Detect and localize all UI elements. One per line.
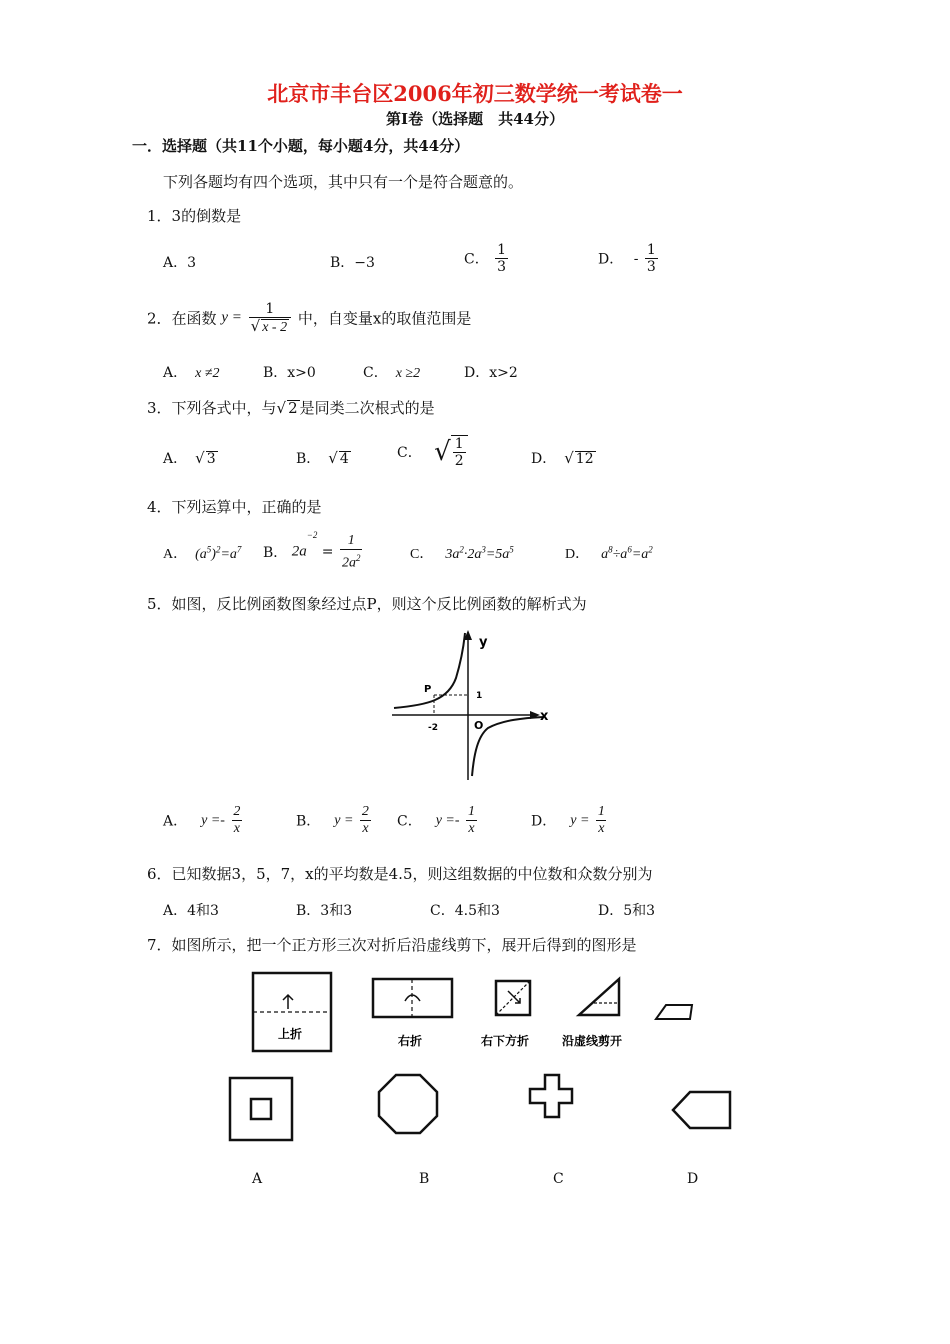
section-heading: 一．选择题（共11个小题，每小题4分，共44分） — [132, 137, 470, 155]
q4-option-d[interactable]: D． $a^8\div a^6=a^2$ — [565, 544, 653, 562]
q3-option-d[interactable]: D． √ 12 — [531, 449, 594, 467]
shape-a-outer-square — [230, 1078, 292, 1140]
q3-option-b[interactable]: B． √ 4 — [296, 449, 349, 467]
q1-option-d-label: D． — [598, 251, 624, 268]
shape-a-inner-square — [251, 1099, 271, 1119]
step1-label: 上折 — [278, 1027, 303, 1041]
shape-b-octagon — [379, 1075, 437, 1133]
x-tick-label: -2 — [428, 723, 438, 733]
step4-triangle — [579, 979, 619, 1015]
q2-option-c[interactable]: C． x ≥2 — [363, 365, 421, 381]
q3-option-c[interactable]: C． √ $\frac{1}{2}$ — [397, 435, 468, 469]
shape-d-pentagon — [673, 1092, 730, 1128]
q2-stem: 2．在函数 y = $\frac{1}{√ x - 2}$ 中，自变量x的取值范围是 — [147, 301, 472, 335]
q5-option-c[interactable]: C． y =- $\frac{1}{x}$ — [397, 804, 475, 836]
y-axis-label: y — [479, 635, 488, 650]
q7-folding-steps — [240, 965, 710, 1060]
q6-option-d[interactable]: D．5和3 — [598, 903, 656, 919]
q2-option-b[interactable]: B．x>0 — [263, 365, 316, 381]
part-subtitle: 第Ⅰ卷（选择题 共44分） — [386, 110, 564, 128]
q7-answer-shapes — [220, 1070, 740, 1150]
q1-c-fraction: $\frac{1}{3}$ — [497, 242, 507, 275]
origin-label: O — [474, 719, 484, 732]
q3-option-a[interactable]: A． √ 3 — [163, 449, 216, 467]
y-tick-label: 1 — [476, 691, 483, 701]
q5-stem: 5．如图，反比例函数图象经过点P，则这个反比例函数的解析式为 — [147, 595, 587, 613]
q2-option-a[interactable]: A． x ≠2 — [163, 365, 220, 381]
q7-option-d-label[interactable]: D — [687, 1171, 699, 1187]
q3-stem: 3．下列各式中，与√ 2 是同类二次根式的是 — [147, 399, 435, 417]
x-axis-label: x — [540, 709, 549, 724]
q7-stem: 7．如图所示，把一个正方形三次对折后沿虚线剪下，展开后得到的图形是 — [147, 936, 637, 954]
q6-option-a[interactable]: A．4和3 — [163, 903, 219, 919]
q4-stem: 4．下列运算中，正确的是 — [147, 498, 322, 516]
q4-option-b[interactable]: B． $2a^{-2}$ = $\frac{1}{2a^2}$ — [263, 530, 361, 571]
fold-up-arrow — [283, 995, 293, 1009]
step3-label: 右下方折 — [481, 1034, 530, 1048]
q4-option-c[interactable]: C． $3a^2\cdot 2a^3=5a^5$ — [410, 544, 514, 562]
point-p-label: P — [424, 684, 432, 695]
q1-d-fraction: $\frac{1}{3}$ — [646, 242, 656, 275]
q7-option-b-label[interactable]: B — [419, 1171, 430, 1187]
q4-option-a[interactable]: A． $(a^5)^2=a^7$ — [163, 544, 242, 562]
q7-option-a-label[interactable]: A — [252, 1171, 263, 1187]
q7-option-c-label[interactable]: C — [553, 1171, 564, 1187]
q5-hyperbola-graph — [388, 628, 558, 783]
q2-function-fraction: $\frac{1}{√ x - 2}$ — [249, 301, 291, 335]
q5-option-d[interactable]: D． y = $\frac{1}{x}$ — [531, 804, 605, 836]
shape-c-cross — [530, 1075, 572, 1117]
step2-label: 右折 — [398, 1034, 423, 1048]
q6-option-b[interactable]: B．3和3 — [296, 903, 353, 919]
q5-option-b[interactable]: B． y = $\frac{2}{x}$ — [296, 804, 369, 836]
q5-option-a[interactable]: A． y =- $\frac{2}{x}$ — [163, 804, 241, 836]
cut-piece — [656, 1005, 692, 1019]
q1-option-b[interactable]: B．−3 — [330, 255, 375, 271]
q1-stem: 1．3的倒数是 — [147, 207, 242, 225]
q6-stem: 6．已知数据3，5，7，x的平均数是4.5，则这组数据的中位数和众数分别为 — [147, 865, 653, 883]
q2-option-d[interactable]: D．x>2 — [464, 365, 518, 381]
q1-option-a[interactable]: A．3 — [163, 255, 197, 271]
instruction: 下列各题均有四个选项，其中只有一个是符合题意的。 — [163, 173, 524, 191]
curve-branch-2 — [394, 633, 465, 708]
q6-option-c[interactable]: C．4.5和3 — [430, 903, 500, 919]
page-title: 北京市丰台区2006年初三数学统一考试卷一 — [267, 81, 683, 106]
q1-option-c-label: C． — [464, 251, 489, 268]
q1-option-d[interactable]: D． - $\frac{1}{3}$ — [598, 242, 656, 275]
step2-rect — [373, 979, 452, 1017]
step4-label: 沿虚线剪开 — [562, 1034, 623, 1048]
q1-option-c[interactable] — [464, 242, 510, 275]
